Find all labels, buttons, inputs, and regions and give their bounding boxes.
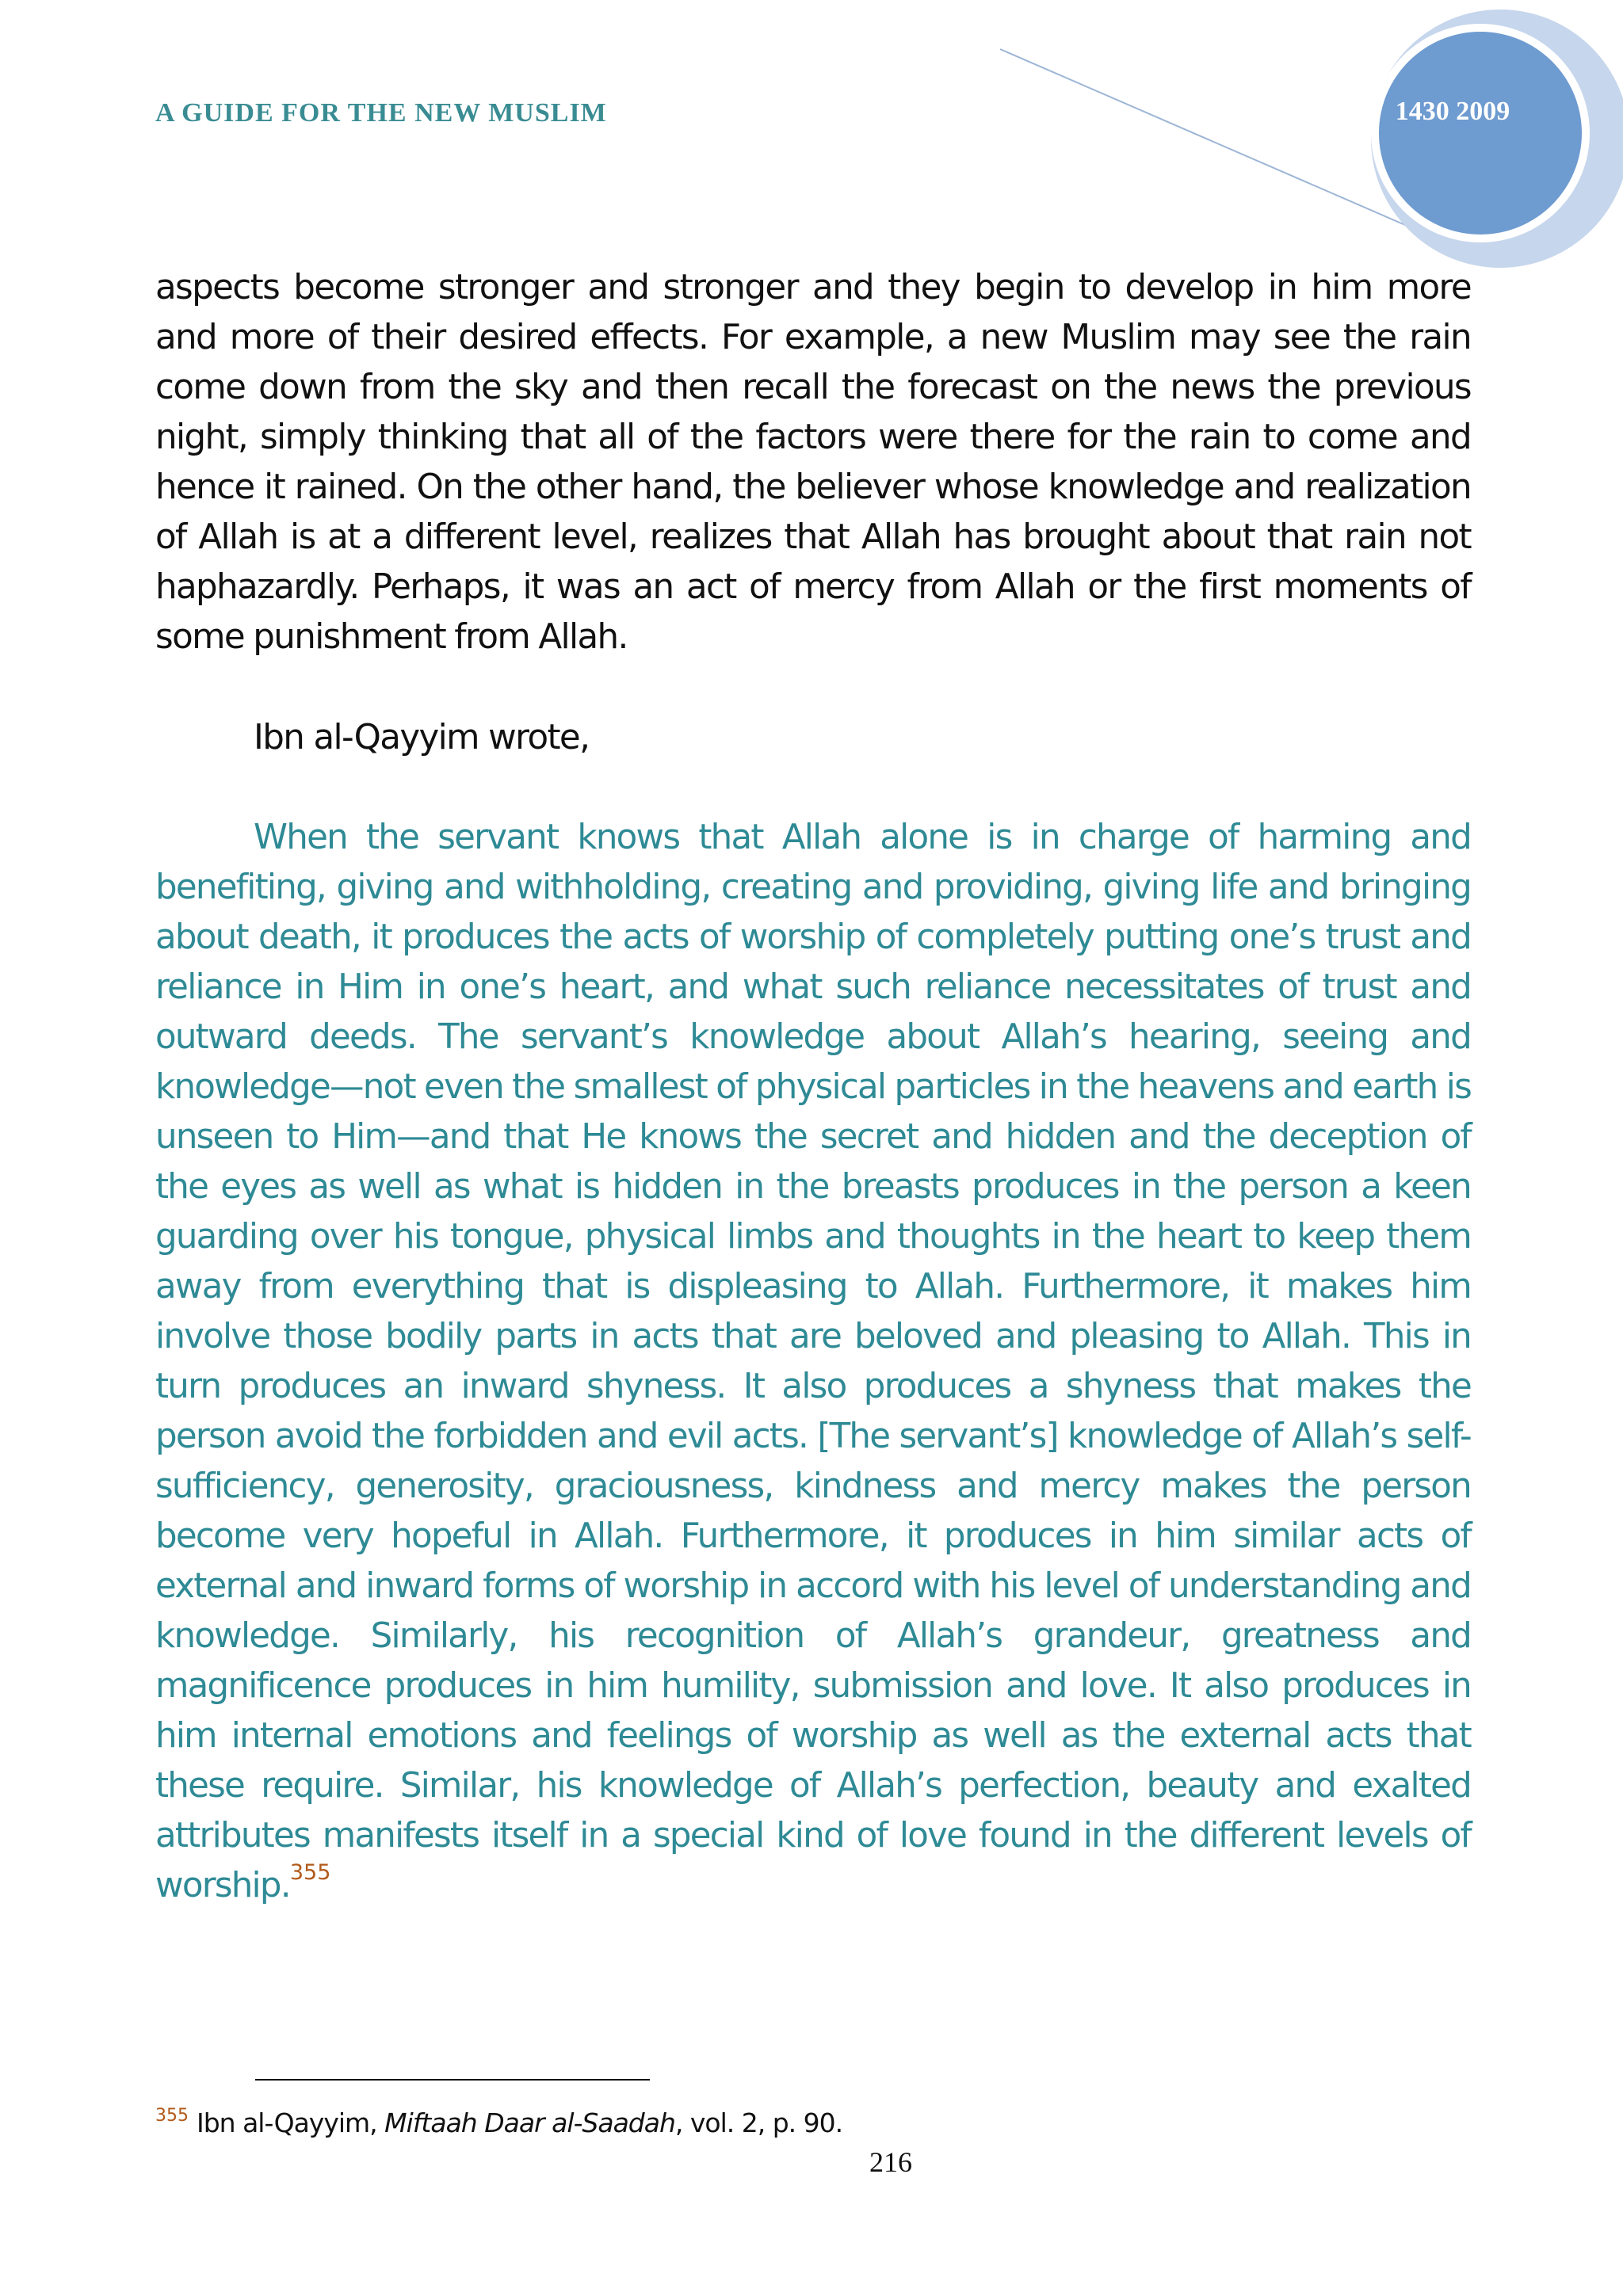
quote-intro: Ibn al-Qayyim wrote, [254,718,590,757]
footnote-number: 355 [155,2106,189,2126]
footnote-author: Ibn al-Qayyim, [197,2107,377,2138]
block-quote [155,813,1471,1911]
footnote-location: , vol. 2, p. 90. [674,2107,843,2138]
body-paragraph: aspects become stronger and stronger and they begin to develop in him more and more of their desired effects. For example, a new Muslim may see the rain come down from the sky and then recall the forecast on the news the previous night, simply thinking that all of the factors were there for the rain to come and hence it rained. On the other hand, the believer whose knowledge and realization of Allah is at a different level, realizes that Allah has brought about that rain not haphazardly. Perhaps, it was an act of mercy from Allah or the first moments of some punishment from Allah. [155,268,1471,657]
footnote-reference[interactable]: 355 [289,1860,331,1885]
header-circle-inner [1379,32,1582,235]
footnote-work-title: Miftaah Daar al-Saadah [384,2107,675,2138]
block-quote-text: When the servant knows that Allah alone is in charge of harming and benefiting, giving and withholding, creating and providing, giving life and bringing about death, it produces the acts of worship of completely putting one’s trust and reliance in Him in one’s heart, and what such reliance necessitates of trust and outward deeds. The servant’s knowledge about Allah’s hearing, seeing and knowledge—not even the smallest of physical particles in the heavens and earth is unseen to Him—and that He knows the secret and hidden and the deception of the eyes as well as what is hidden in the breasts produces in the person a keen guarding over his tongue, physical limbs and thoughts in the heart to keep them away from everything that is displeasing to Allah. Furthermore, it makes him involve those bodily parts in acts that are beloved and pleasing to Allah. This in turn produces an inward shyness. It also produces a shyness that makes the person avoid the forbidden and evil acts. [The servant’s] knowledge of Allah’s self-sufficiency, generosity, graciousness, kindness and mercy makes the person become very hopeful in Allah. Furthermore, it produces in him similar acts of external and inward forms of worship in accord with his level of understanding and knowledge. Similarly, his recognition of Allah’s grandeur, greatness and magnificence produces in him humility, submission and love. It also produces in him internal emotions and feelings of worship as well as the external acts that these require. Similar, his knowledge of Allah’s perfection, beauty and exalted attributes manifests itself in a special kind of love found in the different levels of worship. [155,818,1471,1905]
page-number: 216 [869,2146,912,2178]
header-year: 1430 2009 [1395,97,1510,126]
footnote-divider [255,2079,650,2081]
book-title: A GUIDE FOR THE NEW MUSLIM [155,98,607,128]
header-diagonal-line [1000,49,1434,238]
footnote [155,2107,842,2139]
header-decoration [0,0,1623,269]
